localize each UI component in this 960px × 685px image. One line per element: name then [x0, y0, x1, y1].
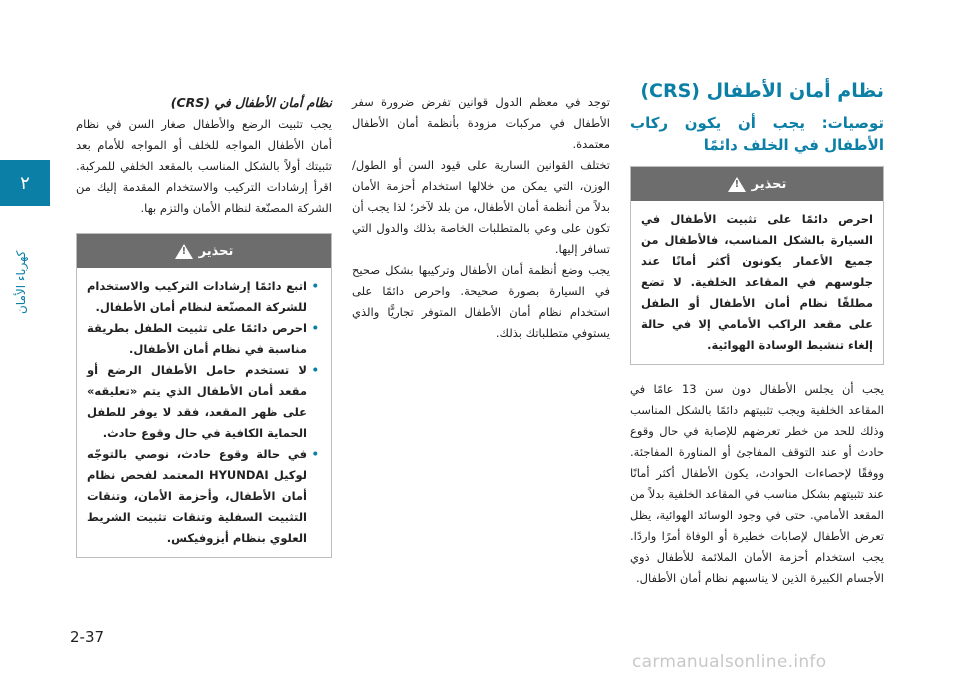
left-column — [76, 92, 332, 558]
warning-text: احرص دائمًا على تثبيت الأطفال في السيارة بالشكل المناسب، فالأطفال من جميع الأعمار يكونون أكثر أمانًا عند جلوسهم في المقاعد الخلفية. لا تضع مطلقًا نظام أمان الأطفال أو الطفل على مقعد الراكب الأمامي إلا في حالة إلغاء تنشيط الوسادة الهوائية. — [641, 212, 873, 352]
chapter-number: ٢ — [20, 172, 30, 194]
warning-item: • لا تستخدم حامل الأطفال الرضع أو مقعد أمان الأطفال الذي يتم «تعليقه» على ظهر المقعد، فقد لا يوفر للطفل الحماية الكافية في حال وقوع حادث. — [87, 360, 307, 444]
body-paragraph-1: توجد في معظم الدول قوانين تفرض ضرورة سفر الأطفال في مركبات مزودة بأنظمة أمان الأطفال معتمدة. — [352, 95, 610, 151]
warning-body — [77, 268, 331, 557]
warning-item: • احرص دائمًا على تثبيت الطفل بطريقة مناسبة في نظام أمان الأطفال. — [87, 318, 307, 360]
middle-column — [352, 92, 610, 344]
body-paragraph-2: تختلف القوانين السارية على قيود السن أو الطول/ الوزن، التي يمكن من خلالها استخدام أحزمة الأمان بدلاً من أنظمة أمان الأطفال، من بلد لآخر؛ لذا يجب أن تكون على وعي بالمتطلبات الخاصة بذلك والدول التي تسافر إليها. — [352, 158, 610, 256]
right-column — [630, 76, 884, 589]
chapter-tab — [0, 160, 50, 206]
watermark: carmanualsonline.info — [632, 652, 827, 672]
warning-box-right — [630, 166, 884, 365]
page-number: 2-37 — [70, 628, 105, 646]
warning-label: تحذير — [198, 243, 234, 259]
warning-item: • في حالة وقوع حادث، نوصي بالتوجّه لوكيل HYUNDAI المعتمد لفحص نظام أمان الأطفال، وأحزمة الأمان، وتنقات التثبيت السفلية وتنقات تثبيت الشريط العلوي بنظام أيزوفيكس. — [87, 444, 307, 549]
warning-list — [87, 276, 321, 549]
body-paragraph: يجب أن يجلس الأطفال دون سن 13 عامًا في المقاعد الخلفية ويجب تثبيتهم دائمًا بالشكل المناسب وذلك للحد من خطر تعرضهم للإصابة في حال وقوع حادث أو عند التوقف المفاجئ أو المناورة المفاجئة. ووفقًا لإحصاءات الحوادث، يكون الأطفال أكثر أمانًا عند تثبيتهم بشكل مناسب في المقاعد الخلفية بدلاً من المقعد الأمامي. حتى في وجود الوسائد الهوائية، يظل تعرض الأطفال لإصابات خطيرة أو الوفاة أمرًا واردًا. يجب استخدام أحزمة الأمان الملائمة للأطفال ذوي الأجسام الكبيرة الذين لا يناسبهم نظام أمان الأطفال. — [630, 382, 884, 585]
body-paragraph-3: يجب وضع أنظمة أمان الأطفال وتركيبها بشكل صحيح في السيارة بصورة صحيحة. واحرص دائمًا على استخدام نظام أمان الأطفال المتوفر تجاريًّا والذي يستوفي متطلباتك بذلك. — [352, 263, 610, 340]
warning-header — [631, 167, 883, 201]
warning-label: تحذير — [751, 176, 787, 192]
warning-triangle-icon: ! — [175, 244, 193, 259]
section-title: نظام أمان الأطفال في (CRS) — [170, 95, 332, 110]
warning-body — [631, 201, 883, 364]
page-title: نظام أمان الأطفال (CRS) — [640, 80, 884, 102]
chapter-title: كهرباء الأمان — [14, 250, 28, 314]
warning-box-left — [76, 233, 332, 558]
section-subtitle: توصيات: يجب أن يكون ركاب الأطفال في الخلف دائمًا — [630, 114, 884, 154]
warning-header — [77, 234, 331, 268]
body-paragraph: يجب تثبيت الرضع والأطفال صغار السن في نظام أمان الأطفال المواجه للخلف أو المواجه للأمام بعد تثبيتك أولاً بالشكل المناسب بالمقعد الخلفي للمركبة. اقرأ إرشادات التركيب والاستخدام المقدمة إليك من الشركة المصنّعة لنظام الأمان والتزم بها. — [76, 117, 332, 215]
warning-item: • اتبع دائمًا إرشادات التركيب والاستخدام للشركة المصنّعة لنظام أمان الأطفال. — [87, 276, 307, 318]
warning-triangle-icon: ! — [728, 177, 746, 192]
